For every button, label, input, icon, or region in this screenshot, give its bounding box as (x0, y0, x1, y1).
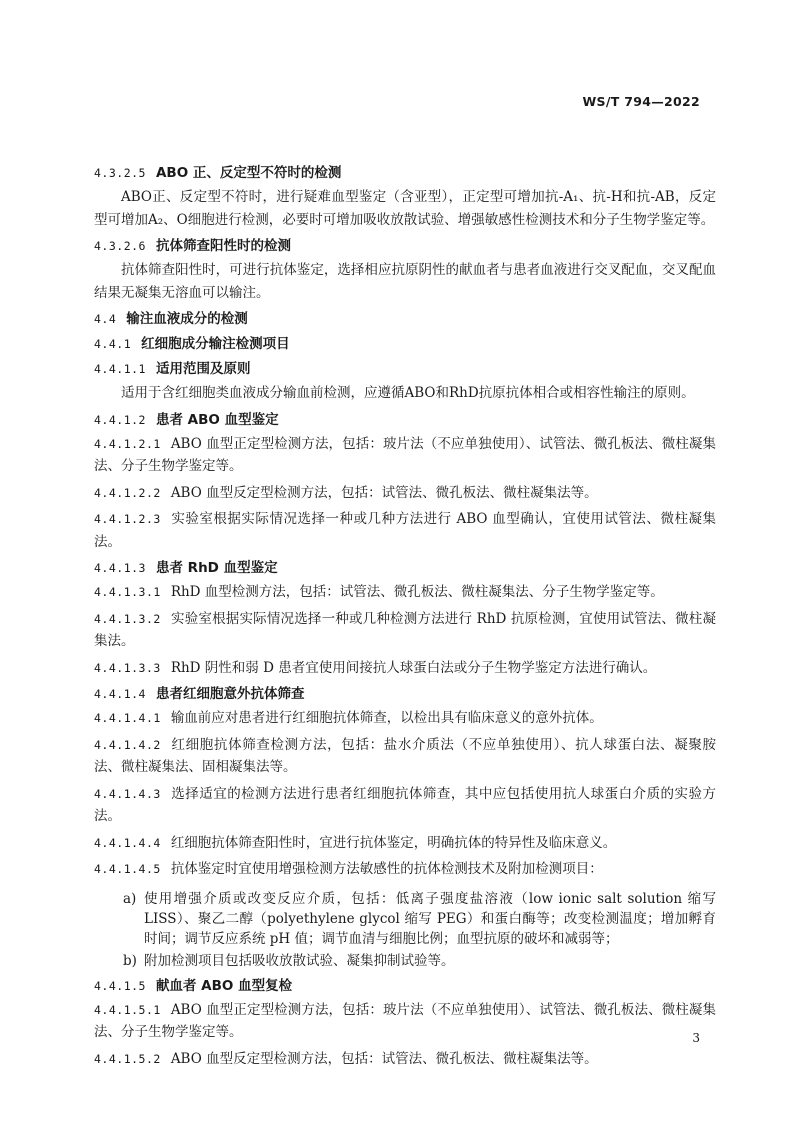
clause-number: 4.4.1.5.2 (94, 1051, 161, 1066)
paragraph-text: RhD 血型检测方法，包括：试管法、微孔板法、微柱凝集法、分子生物学鉴定等。 (170, 584, 664, 600)
paragraph-text: 红细胞抗体筛查检测方法，包括：盐水介质法（不应单独使用）、抗人球蛋白法、凝聚胺法、微柱凝集法、固相凝集法等。 (94, 736, 716, 775)
paragraph (94, 734, 716, 779)
list-item (94, 951, 716, 971)
page-number: 3 (692, 1031, 700, 1045)
paragraph (94, 707, 716, 730)
section-title: 红细胞成分输注检测项目 (141, 336, 290, 352)
paragraph-text: ABO 血型正定型检测方法，包括：玻片法（不应单独使用）、试管法、微孔板法、微柱凝集法、分子生物学鉴定等。 (94, 1001, 716, 1040)
paragraph-text: 抗体鉴定时宜使用增强检测方法敏感性的抗体检测技术及附加检测项目： (170, 861, 603, 877)
standard-number: WS/T 794—2022 (582, 94, 700, 109)
clause-number: 4.4.1.3.2 (94, 611, 161, 626)
section-heading (94, 360, 716, 379)
paragraph-text: ABO 血型反定型检测方法，包括：试管法、微孔板法、微柱凝集法等。 (170, 484, 598, 501)
paragraph-text: ABO正、反定型不符时，进行疑难血型鉴定（含亚型），正定型可增加抗-A₁、抗-H和抗-AB，反定型可增加A₂、O细胞进行检测，必要时可增加吸收放散试验、增强敏感性检测技术和分子生物学鉴定等。 (94, 189, 716, 228)
paragraph (94, 186, 716, 231)
section-title: 患者红细胞意外抗体筛查 (155, 686, 305, 702)
paragraph (94, 783, 716, 828)
clause-number: 4.4.1.2.2 (94, 485, 161, 500)
paragraph (94, 581, 716, 604)
list-marker: a) (123, 890, 137, 907)
paragraph (94, 657, 716, 680)
section-number: 4.4.1.2 (94, 412, 146, 427)
paragraph (94, 382, 716, 405)
section-heading (94, 685, 716, 704)
paragraph-text: ABO 血型正定型检测方法，包括：玻片法（不应单独使用）、试管法、微孔板法、微柱凝集法、分子生物学鉴定等。 (94, 435, 716, 474)
item-list (94, 889, 716, 971)
paragraph (94, 259, 716, 304)
paragraph-text: 实验室根据实际情况选择一种或几种检测方法进行 RhD 抗原检测，宜使用试管法、微柱凝集法。 (94, 610, 716, 649)
section-number: 4.3.2.6 (94, 239, 146, 253)
paragraph-text: ABO 血型反定型检测方法，包括：试管法、微孔板法、微柱凝集法等。 (170, 1050, 598, 1067)
clause-number: 4.4.1.2.1 (94, 436, 161, 451)
paragraph (94, 999, 716, 1044)
paragraph (94, 1048, 716, 1071)
section-title: 献血者 ABO 血型复检 (155, 977, 293, 994)
section-number: 4.4.1.1 (94, 362, 146, 376)
section-heading (94, 411, 716, 430)
clause-number: 4.4.1.2.3 (94, 512, 161, 526)
paragraph-text: 选择适宜的检测方法进行患者红细胞抗体筛查，其中应包括使用抗人球蛋白介质的实验方法。 (94, 785, 716, 824)
list-item-text: 附加检测项目包括吸收放散试验、凝集抑制试验等。 (144, 952, 455, 969)
clause-number: 4.4.1.4.3 (94, 786, 161, 801)
paragraph (94, 508, 716, 553)
paragraph (94, 433, 716, 478)
section-title: 输注血液成分的检测 (126, 311, 248, 327)
clause-number: 4.4.1.4.1 (94, 711, 161, 725)
paragraph-text: 适用于含红细胞类血液成分输血前检测，应遵循ABO和RhD抗原抗体相合或相容性输注的原则。 (121, 385, 695, 401)
section-number: 4.4 (94, 312, 117, 326)
section-heading (94, 164, 716, 183)
section-heading (94, 237, 716, 256)
paragraph (94, 832, 716, 855)
list-item-text: 使用增强介质或改变反应介质，包括：低离子强度盐溶液（low ionic salt solution 缩写 LISS）、聚乙二醇（polyethylene glycol 缩写 PEG）和蛋白酶等；改变检测温度；增加孵育时间；调节反应系统 pH 值；调节血清与细胞比例；血型抗原的破坏和减弱等； (144, 890, 716, 947)
clause-number: 4.4.1.3.1 (94, 585, 161, 599)
section-number: 4.4.1 (94, 337, 132, 351)
paragraph-text: 实验室根据实际情况选择一种或几种方法进行 ABO 血型确认，宜使用试管法、微柱凝集法。 (94, 511, 716, 550)
section-heading (94, 559, 716, 578)
section-title: 患者 ABO 血型鉴定 (155, 411, 279, 428)
section-heading (94, 310, 716, 329)
section-title: 抗体筛查阳性时的检测 (155, 238, 291, 254)
clause-number: 4.4.1.4.2 (94, 737, 161, 752)
clause-number: 4.4.1.5.1 (94, 1002, 161, 1017)
document-body (94, 158, 716, 1074)
section-title: 患者 RhD 血型鉴定 (155, 560, 278, 576)
section-title: 适用范围及原则 (155, 361, 251, 377)
section-number: 4.4.1.5 (94, 978, 146, 993)
section-title: ABO 正、反定型不符时的检测 (155, 165, 342, 181)
clause-number: 4.4.1.4.4 (94, 835, 161, 850)
section-number: 4.4.1.3 (94, 561, 146, 575)
paragraph (94, 858, 716, 881)
section-heading (94, 335, 716, 354)
clause-number: 4.4.1.3.3 (94, 660, 161, 675)
paragraph (94, 608, 716, 653)
paragraph-text: 输血前应对患者进行红细胞抗体筛查，以检出具有临床意义的意外抗体。 (170, 710, 603, 726)
list-item (94, 889, 716, 949)
clause-number: 4.4.1.4.5 (94, 862, 161, 876)
paragraph-text: 红细胞抗体筛查阳性时，宜进行抗体鉴定，明确抗体的特异性及临床意义。 (170, 834, 617, 851)
paragraph-text: 抗体筛查阳性时，可进行抗体鉴定，选择相应抗原阴性的献血者与患者血液进行交叉配血，交叉配血结果无凝集无溶血可以输注。 (94, 262, 716, 301)
paragraph (94, 482, 716, 505)
section-heading (94, 977, 716, 996)
section-number: 4.3.2.5 (94, 166, 146, 180)
section-number: 4.4.1.4 (94, 687, 146, 701)
paragraph-text: RhD 阴性和弱 D 患者宜使用间接抗人球蛋白法或分子生物学鉴定方法进行确认。 (170, 659, 657, 676)
list-marker: b) (123, 952, 137, 969)
